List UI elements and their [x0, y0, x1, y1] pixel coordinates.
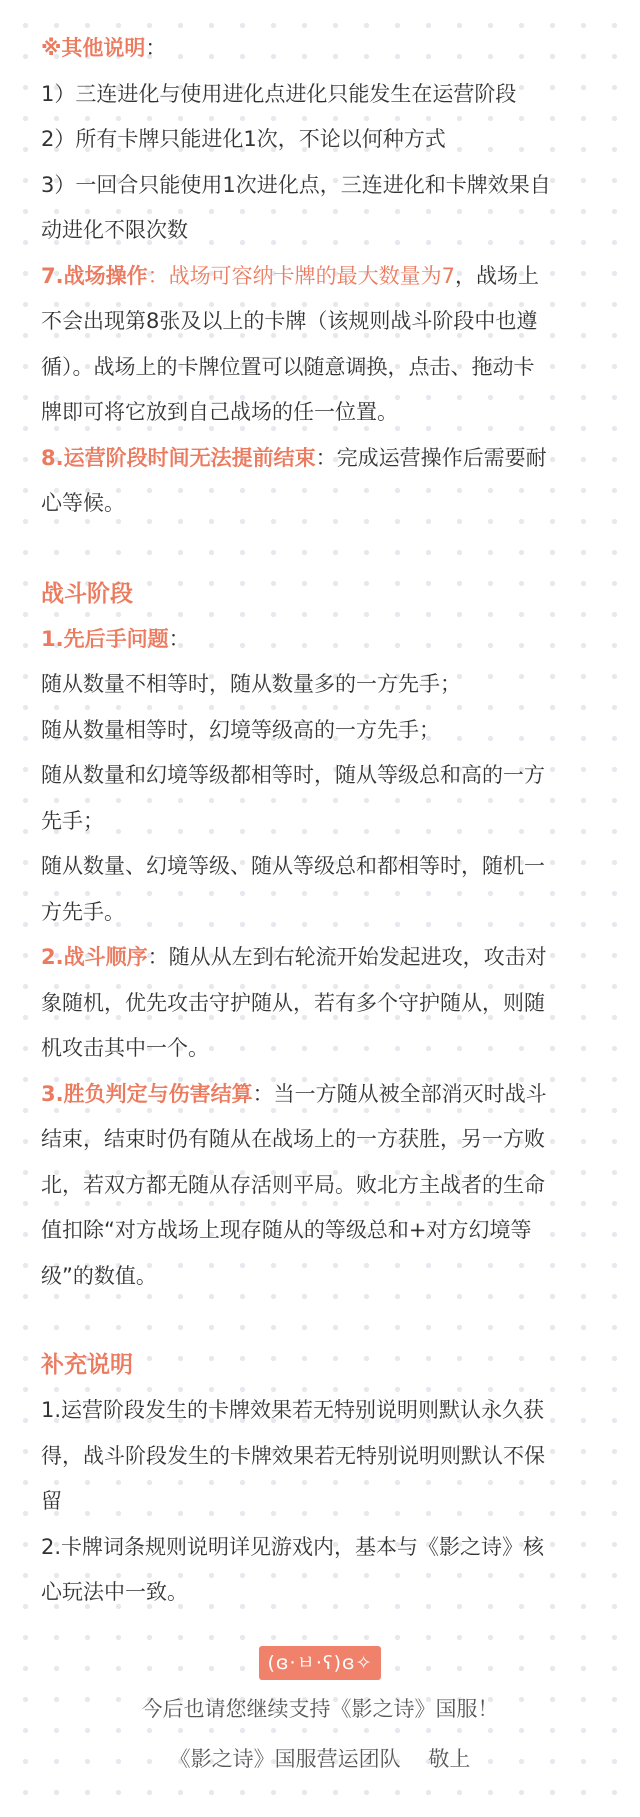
item8-first-rest: ：完成运营操作后需要耐 — [315, 445, 547, 470]
first-order-line-4: 先手； — [41, 808, 104, 833]
other-notes-line-3: 3）一回合只能使用1次进化点，三连进化和卡牌效果自 — [41, 172, 551, 197]
spacer — [41, 1299, 606, 1343]
supplement-line-1: 1.运营阶段发生的卡牌效果若无特别说明则默认永久获 — [41, 1398, 545, 1422]
other-notes-title: ※其他说明 — [41, 36, 146, 60]
battle-result-line-3: 北，若双方都无随从存活则平局。败北方主战者的生命 — [41, 1172, 545, 1197]
spacer — [41, 527, 606, 572]
item7-highlight: ：战场可容纳卡牌的最大数量为7 — [147, 263, 455, 288]
item7-first-rest: ，战场上 — [454, 263, 539, 288]
first-order-line-2: 随从数量相等时，幻境等级高的一方先手； — [41, 717, 440, 742]
item7-label: 7.战场操作 — [41, 263, 148, 288]
first-order-line-5: 随从数量、幻境等级、随从等级总和都相等时，随机一 — [41, 854, 545, 878]
battle-result-first-line — [41, 1072, 606, 1118]
first-order-heading — [41, 617, 606, 663]
other-notes-colon: ： — [145, 36, 167, 60]
supplement-line-2: 得，战斗阶段发生的卡牌效果若无特别说明则默认不保 — [41, 1443, 545, 1468]
item8-first-line — [41, 436, 606, 482]
supplement-heading: 补充说明 — [41, 1352, 133, 1378]
battle-order-label: 2.战斗顺序 — [41, 945, 148, 969]
battle-result-line-2: 结束，结束时仍有随从在战场上的一方获胜，另一方败 — [41, 1127, 545, 1151]
other-notes-line-2: 2）所有卡牌只能进化1次，不论以何种方式 — [41, 127, 446, 151]
battle-order-line-2: 象随机，优先攻击守护随从，若有多个守护随从，则随 — [41, 990, 545, 1015]
battle-result-label: 3.胜负判定与伤害结算 — [41, 1081, 253, 1106]
first-order-line-3: 随从数量和幻境等级都相等时，随从等级总和高的一方 — [41, 763, 545, 787]
item8-line-2: 心等候。 — [41, 491, 125, 515]
item7-line-2: 不会出现第8张及以上的卡牌（该规则战斗阶段中也遵 — [41, 309, 538, 333]
first-order-line-6: 方先手。 — [41, 899, 125, 924]
battle-order-line-3: 机攻击其中一个。 — [41, 1036, 209, 1060]
other-notes-line-1: 1）三连进化与使用进化点进化只能发生在运营阶段 — [41, 81, 517, 106]
first-order-label: 1.先后手问题 — [41, 626, 169, 651]
first-order-colon: ： — [168, 626, 190, 651]
kaomoji-badge: (ɞ·ㅂ·ʕ)ɞ✧ — [259, 1646, 380, 1680]
first-order-line-1: 随从数量不相等时，随从数量多的一方先手； — [41, 672, 461, 696]
battle-order-first-rest: ：随从从左到右轮流开始发起进攻，攻击对 — [147, 945, 547, 969]
supplement-line-4: 2.卡牌词条规则说明详见游戏内，基本与《影之诗》核 — [41, 1534, 545, 1559]
item7-line-3: 循）。战场上的卡牌位置可以随意调换，点击、拖动卡 — [41, 354, 535, 379]
supplement-line-3: 留 — [41, 1489, 62, 1513]
team-signature: 《影之诗》国服营运团队 敬上 — [169, 1747, 471, 1771]
battle-result-line-5: 级”的数值。 — [41, 1263, 157, 1288]
item8-label: 8.运营阶段时间无法提前结束 — [41, 445, 316, 470]
support-message: 今后也请您继续支持《影之诗》国服！ — [141, 1697, 499, 1721]
other-notes-line-4: 动进化不限次数 — [41, 218, 188, 242]
battle-result-first-rest: ：当一方随从被全部消灭时战斗 — [252, 1081, 547, 1106]
other-notes-heading — [41, 26, 606, 72]
battle-heading: 战斗阶段 — [41, 580, 133, 607]
kaomoji-row — [0, 1646, 640, 1680]
battle-result-line-4: 值扣除“对方战场上现存随从的等级总和+对方幻境等 — [41, 1218, 532, 1242]
item7-line-4: 牌即可将它放到自己战场的任一位置。 — [41, 400, 398, 424]
item7-first-line — [41, 254, 606, 300]
supplement-line-5: 心玩法中一致。 — [41, 1580, 188, 1604]
battle-order-first-line — [41, 935, 606, 981]
